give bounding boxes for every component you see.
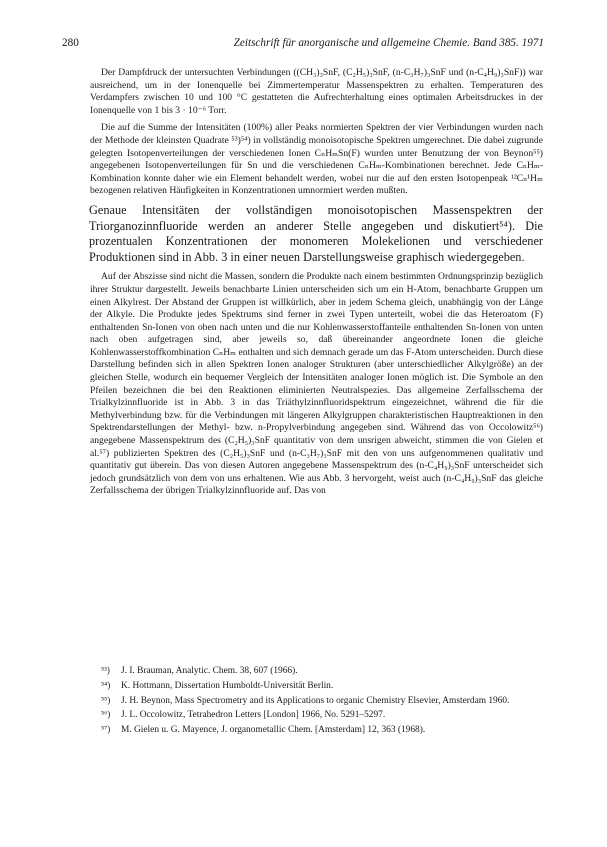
footnote-number: ⁵⁷) bbox=[101, 724, 111, 735]
journal-title: Zeitschrift für anorganische und allgemeine Chemie. Band 385. 1971 bbox=[233, 37, 544, 49]
footnote-text: M. Gielen u. G. Mayence, J. organometallic Chem. [Amsterdam] 12, 363 (1968). bbox=[121, 725, 426, 736]
footnote-57 bbox=[101, 723, 543, 738]
footnote-number: ⁵⁵) bbox=[101, 694, 111, 705]
paragraph-normalized-spectra: Die auf die Summe der Intensitäten (100%) aller Peaks normierten Spektren der vier Verbindungen wurden nach der Methode der kleinsten Quadrate ⁵³)⁵⁴) in vollständig monoisotopische Spektren umgerechnet. Die dabei zugrunde gelegten Isotopenverteilungen der verschiedenen Ionen CₙHₘSn(F) wurden unter Benutzung der von Beynon⁵⁵) angegebenen Isotopenverteilungen für Sn und die verschiedenen CₙHₘ-Kombinationen berechnet. Jede CₙHₘ-Kombination konnte daher wie ein Element behandelt werden, wobei nur die auf den ersten Isotopenpeak ¹²Cₙ¹Hₘ bezogenen relativen Häufigkeiten in Konzentrationen umnormiert werden mußten. bbox=[90, 122, 543, 197]
footnote-number: ⁵⁶) bbox=[101, 709, 111, 720]
footnote-56 bbox=[101, 708, 543, 723]
page-number: 280 bbox=[62, 37, 79, 49]
footnotes bbox=[101, 664, 543, 738]
footnote-number: ⁵³) bbox=[101, 665, 110, 675]
paragraph-intensities-summary: Genaue Intensitäten der vollständigen monoisotopischen Massenspektren der Triorganozinnfluoride werden an anderer Stelle angegeben und diskutiert⁵⁴). Die prozentualen Konzentrationen der monomeren Molekelionen und verschiedener Produktionen sind in Abb. 3 in einer neuen Darstellungsweise graphisch wiedergegeben. bbox=[89, 202, 543, 264]
paragraph-vapor-pressure: Der Dampfdruck der untersuchten Verbindungen ((CH₃)₃SnF, (C₂H₅)₃SnF, (n-C₃H₇)₃SnF und (n-C₄H₉)₃SnF)) war ausreichend, um in der Ionenquelle bei Zimmertemperatur Massenspektren zu erhalten. Temperaturen des Verdampfers zwischen 10 und 100 °C gestatteten die Aufrechterhaltung eines optimalen Arbeitsdruckes in der Ionenquelle von 1 bis 3 · 10⁻⁶ Torr. bbox=[90, 67, 543, 116]
footnote-text: J. I. Brauman, Analytic. Chem. 38, 607 (1966). bbox=[121, 666, 298, 676]
footnote-text: K. Hottmann, Dissertation Humboldt-Universität Berlin. bbox=[121, 680, 334, 691]
footnote-53 bbox=[101, 664, 543, 679]
paragraph-abscissa-description: Auf der Abszisse sind nicht die Massen, sondern die Produkte nach einem bestimmten Ordnungsprinzip bezüglich ihrer Struktur dargestellt. Jeweils benachbarte Linien unterscheiden sich um ein H-Atom, benachbarte Gruppen um einen Alkylrest. Der Abstand der Gruppen ist willkürlich, aber in jedem Schema gleich, unabhängig von der Länge der Alkyle. Die Produkte jedes Spektrums sind ferner in zwei Typen unterteilt, wobei die das Heteroatom (F) enthaltenden Sn-Ionen von oben nach unten und die nur Kohlenwasserstoffanteile enthaltenden Sn-Ionen von unten nach oben aufgetragen sind, aber jeweils so, daß übereinander angeordnete Ionen die gleiche Kohlenwasserstoffkombination CₙHₘ enthalten und sich demnach gerade um das F-Atom unterscheiden. Durch diese Darstellung befinden sich in allen Spektren Ionen analoger Strukturen (aber unterschiedlicher Alkylgröße) an der gleichen Stelle, wodurch ein bequemer Vergleich der Intensitäten analoger Ionen möglich ist. Die Symbole an den Pfeilen bezeichnen die bei den Reaktionen eliminierten Neutralspezies. Das allgemeine Zerfallsschema der Trialkylzinnfluoride ist in Abb. 3 in das Triäthylzinnfluoridspektrum eingezeichnet, während die für die Methylverbindung bzw. für die Verbindungen mit längeren Alkylgruppen charakteristischen Hauptreaktionen in den Spektrendarstellungen der Methyl- bzw. n-Propylverbindung angegeben sind. Während das von Occolowitz⁵⁶) angegebene Massenspektrum des (C₂H₅)₃SnF quantitativ von dem unsrigen abweicht, stimmen die von Gielen et al.⁵⁷) publizierten Spektren des (C₂H₅)₃SnF und (n-C₃H₇)₃SnF mit den von uns aufgenommenen qualitativ und quantitativ gut überein. Das von diesen Autoren angegebene Massenspektrum des (n-C₄H₉)₃SnF unterscheidet sich jedoch grundsätzlich von dem von uns erhaltenen. Wie aus Abb. 3 hervorgeht, weist auch (n-C₄H₉)₃SnF das gleiche Zerfallsschema der übrigen Trialkylzinnfluoride auf. Das von bbox=[90, 271, 543, 497]
footnote-text: J. H. Beynon, Mass Spectrometry and its Applications to organic Chemistry Elsevier, Amsterdam 1960. bbox=[121, 695, 510, 706]
footnote-number: ⁵⁴) bbox=[101, 679, 111, 690]
footnote-text: J. L. Occolowitz, Tetrahedron Letters [London] 1966, No. 5291–5297. bbox=[121, 710, 386, 721]
footnote-55 bbox=[101, 694, 543, 709]
body-text bbox=[90, 67, 543, 503]
footnote-54 bbox=[101, 679, 543, 694]
